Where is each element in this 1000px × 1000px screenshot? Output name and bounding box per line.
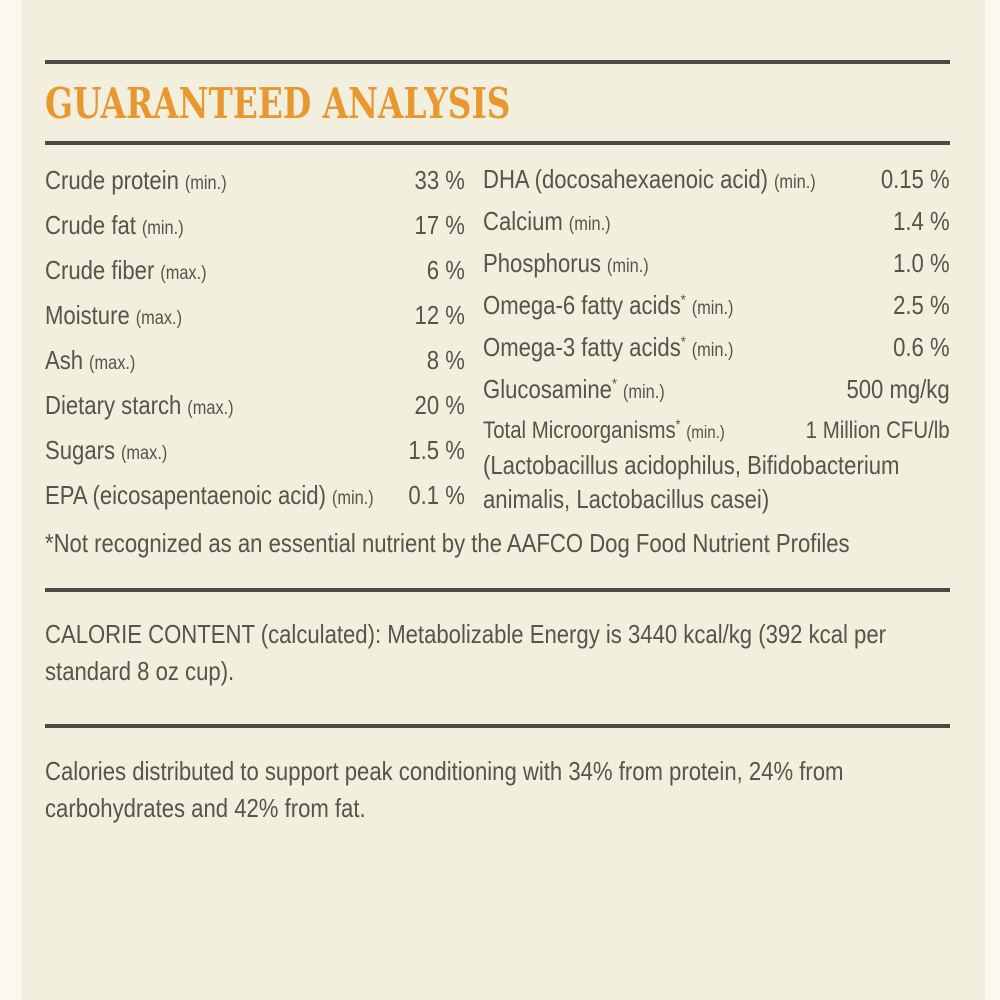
nutrient-qualifier: (max.) [187, 398, 234, 419]
nutrient-qualifier: (min.) [606, 256, 649, 277]
nutrient-value: 0.1 % [408, 480, 465, 510]
asterisk: * [675, 416, 681, 432]
nutrient-qualifier: (min.) [691, 298, 734, 319]
nutrient-name: Omega-3 fatty acids* (min.) [483, 332, 734, 362]
nutrient-name: Crude fat (min.) [45, 210, 184, 240]
analysis-row [45, 158, 465, 203]
asterisk: * [680, 291, 686, 309]
nutrient-name: Moisture (max.) [45, 300, 183, 330]
analysis-row [483, 242, 950, 284]
analysis-column-left [45, 158, 465, 518]
nutrient-name: Glucosamine* (min.) [483, 374, 665, 404]
analysis-row [483, 158, 950, 200]
nutrient-qualifier: (min.) [331, 488, 374, 509]
analysis-row [483, 200, 950, 242]
nutrient-qualifier: (min.) [568, 214, 611, 235]
nutrient-name: DHA (docosahexaenoic acid) (min.) [483, 164, 816, 194]
nutrient-value: 12 % [414, 300, 465, 330]
nutrient-value: 1 Million CFU/lb [805, 417, 950, 444]
asterisk: * [611, 375, 617, 393]
nutrient-name: Phosphorus (min.) [483, 248, 649, 278]
nutrient-value: 6 % [426, 255, 465, 285]
nutrient-name: Dietary starch (max.) [45, 390, 234, 420]
asterisk: * [680, 333, 686, 351]
nutrient-value: 2.5 % [893, 290, 950, 320]
analysis-row [483, 368, 950, 410]
nutrient-qualifier: (max.) [89, 353, 136, 374]
aafco-footnote: *Not recognized as an essential nutrient by the AAFCO Dog Food Nutrient Profiles [45, 528, 850, 558]
calorie-divider [45, 724, 950, 728]
analysis-row [483, 284, 950, 326]
nutrient-name: Omega-6 fatty acids* (min.) [483, 290, 734, 320]
nutrient-value: 0.6 % [893, 332, 950, 362]
nutrient-name: Crude fiber (max.) [45, 255, 207, 285]
nutrient-value: 1.0 % [893, 248, 950, 278]
nutrient-value: 0.15 % [880, 164, 950, 194]
nutrient-name: Total Microorganisms* (min.) [483, 416, 725, 444]
analysis-column-right [483, 158, 950, 516]
analysis-row [45, 293, 465, 338]
nutrient-value: 8 % [426, 345, 465, 375]
nutrient-value: 1.4 % [893, 206, 950, 236]
nutrient-qualifier: (min.) [622, 382, 665, 403]
nutrient-name: Ash (max.) [45, 345, 136, 375]
nutrient-qualifier: (min.) [184, 173, 227, 194]
nutrient-qualifier: (min.) [141, 218, 184, 239]
top-divider [45, 60, 950, 64]
calorie-distribution-paragraph: Calories distributed to support peak conditioning with 34% from protein, 24% from carbohydrates and 42% from fat. [45, 756, 844, 823]
analysis-row [483, 326, 950, 368]
nutrient-qualifier: (min.) [686, 422, 725, 442]
analysis-row [45, 473, 465, 518]
nutrient-qualifier: (min.) [691, 340, 734, 361]
analysis-row [483, 410, 950, 452]
calorie-content-paragraph: CALORIE CONTENT (calculated): Metabolizable Energy is 3440 kcal/kg (392 kcal per standard 8 oz cup). [45, 619, 886, 686]
title-divider [45, 141, 950, 145]
nutrient-name: Calcium (min.) [483, 206, 611, 236]
nutrient-name: Sugars (max.) [45, 435, 168, 465]
analysis-row [45, 248, 465, 293]
nutrient-value: 17 % [414, 210, 465, 240]
nutrient-name: Crude protein (min.) [45, 165, 227, 195]
microorganisms-species-note: (Lactobacillus acidophilus, Bifidobacterium animalis, Lactobacillus casei) [483, 450, 900, 514]
nutrient-qualifier: (max.) [120, 443, 168, 464]
nutrient-value: 500 mg/kg [846, 374, 950, 404]
nutrient-value: 33 % [414, 165, 465, 195]
nutrient-name: EPA (eicosapentaenoic acid) (min.) [45, 480, 374, 510]
analysis-row [45, 203, 465, 248]
nutrient-value: 1.5 % [408, 435, 465, 465]
nutrient-qualifier: (max.) [160, 263, 207, 284]
section-title: GUARANTEED ANALYSIS [45, 79, 511, 128]
footnote-divider [45, 588, 950, 592]
analysis-row [45, 338, 465, 383]
analysis-row [45, 383, 465, 428]
nutrient-value: 20 % [414, 390, 465, 420]
nutrient-qualifier: (max.) [135, 308, 183, 329]
analysis-row [45, 428, 465, 473]
nutrient-qualifier: (min.) [773, 172, 816, 193]
